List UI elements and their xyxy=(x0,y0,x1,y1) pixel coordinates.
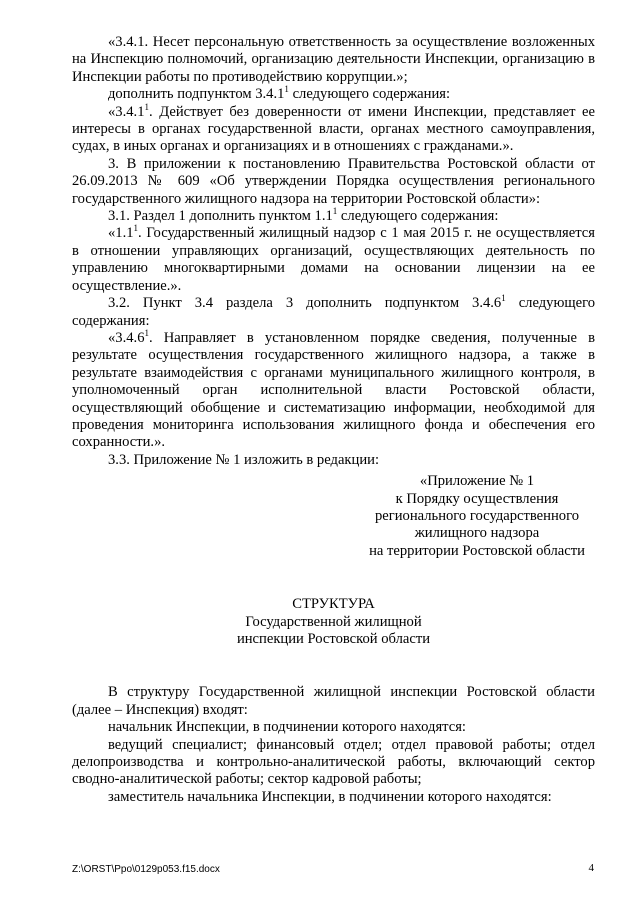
appendix-line-2: к Порядку осуществления xyxy=(395,490,559,507)
appendix-line-4: жилищного надзора xyxy=(414,525,540,542)
paragraph-3-3: 3.3. Приложение № 1 изложить в редакции: xyxy=(108,451,379,468)
appendix-header xyxy=(362,473,592,560)
structure-subtitle-1: Государственной жилищной xyxy=(245,613,422,630)
paragraph-3-1: 3.1. Раздел 1 дополнить пунктом $1.1^1$ следующего содержания: xyxy=(108,206,499,225)
appendix-line-1: «Приложение № 1 xyxy=(419,473,535,490)
paragraph-3-4-1: «3.4.1. Несет персональную ответственность за осуществление возложенных на Инспекцию полномочий, организацию деятельности Инспекции, организацию в Инспекции работы по противодействию коррупции.»; xyxy=(72,34,595,85)
paragraph-3-4-1-1: «3.4.1$^1$. Действует без доверенности от имени Инспекции, представляет ее интересы в органах государственной власти, органах местного самоуправления, судах, в иных органах и организациях и в отношениях с гражданами.». xyxy=(72,101,595,155)
structure-title: СТРУКТУРА xyxy=(292,596,375,613)
footer-page-number: 4 xyxy=(588,862,594,874)
paragraph-structure-intro: В структуру Государственной жилищной инспекции Ростовской области (далее – Инспекция) входят: xyxy=(72,684,595,718)
structure-subtitle-2: инспекции Ростовской области xyxy=(236,631,431,647)
paragraph-departments: ведущий специалист; финансовый отдел; отдел правовой работы; отдел делопроизводства и контрольно-аналитической работы, включающий сектор сводно-аналитической работы; сектор кадровой работы; xyxy=(72,736,595,788)
appendix-line-3: регионального государственного xyxy=(374,507,579,524)
paragraph-deputy-head: заместитель начальника Инспекции, в подчинении которого находятся: xyxy=(108,788,552,805)
appendix-line-5: на территории Ростовской области xyxy=(369,542,585,559)
structure-heading xyxy=(72,596,595,648)
paragraph-head-of-inspection: начальник Инспекции, в подчинении которого находятся: xyxy=(108,719,466,736)
paragraph-3-appendix: 3. В приложении к постановлению Правительства Ростовской области от 26.09.2013 № 609 «Об утверждении Порядка осуществления регионального государственного жилищного надзора на территории Ростовской области»: xyxy=(72,155,595,207)
paragraph-3-4-6-1: «3.4.6$^1$. Направляет в установленном порядке сведения, полученные в результате осуществления государственного жилищного надзора, а также в результате взаимодействия с органами муниципального жилищного контроля, в уполномоченный орган исполнительной власти Ростовской области, осуществляющий обобщение и систематизацию информации, необходимой для проведения мониторинга использования жилищного фонда и обеспечения его сохранности.». xyxy=(72,328,595,451)
paragraph-1-1-1: «$1.1^1$. Государственный жилищный надзор с 1 мая 2015 г. не осуществляется в отношении управляющих организаций, осуществляющих деятельность по управлению многоквартирными домами на основании лицензии на ее осуществление.». xyxy=(72,223,595,294)
footer-file-path: Z:\ORST\Ppo\0129p053.f15.docx xyxy=(72,864,220,875)
paragraph-add-subitem: дополнить подпунктом 3.4.1$^1$ следующего содержания: xyxy=(108,84,451,103)
paragraph-3-2: 3.2. Пункт 3.4 раздела 3 дополнить подпунктом 3.4.6$^1$ следующего содержания: xyxy=(72,293,596,329)
document-body xyxy=(72,34,595,806)
